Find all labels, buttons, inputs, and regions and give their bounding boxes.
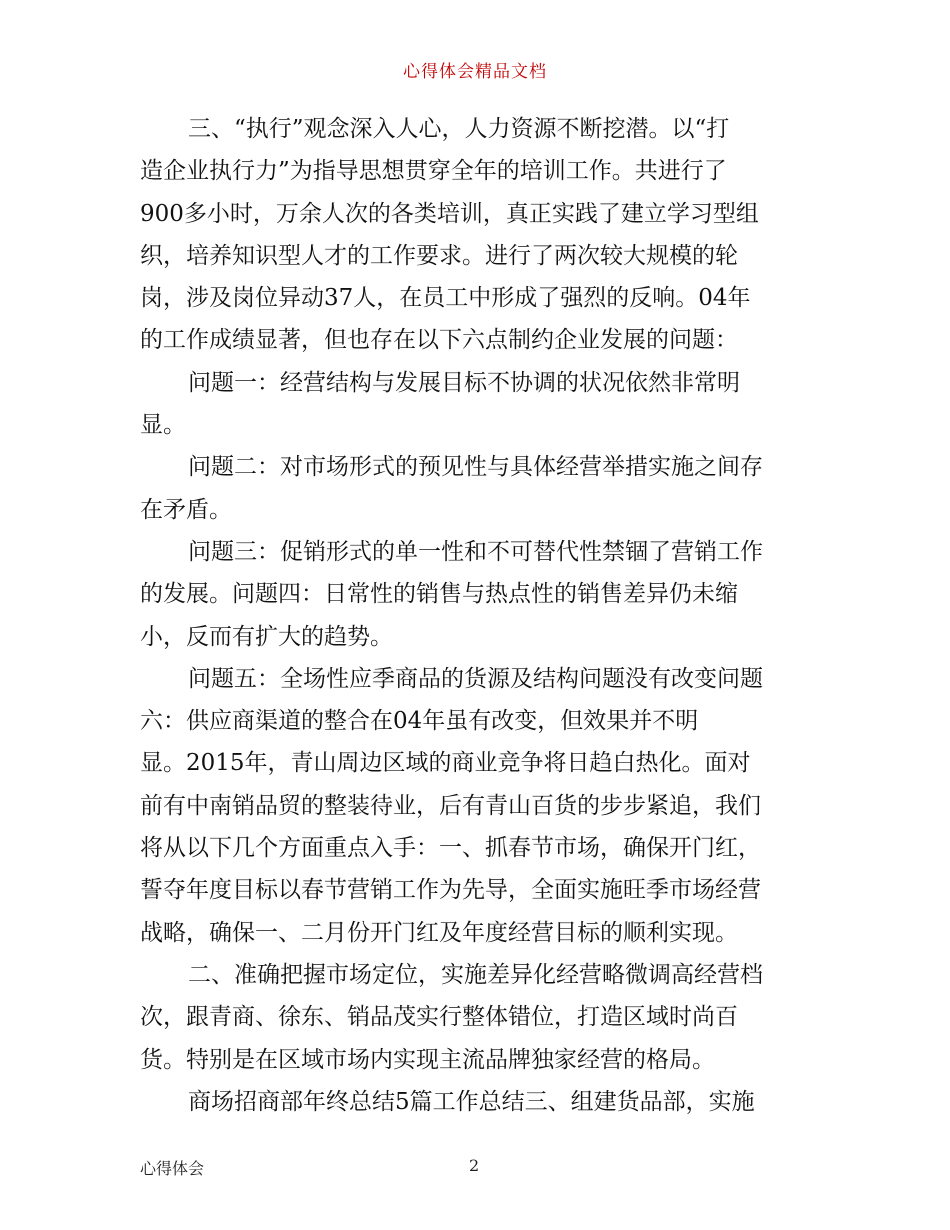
text-line: 战略，确保一、二月份开门红及年度经营目标的顺利实现。 xyxy=(140,919,738,946)
text-line: 三、“执行”观念深入人心，人力资源不断挖潜。以“打 xyxy=(188,116,730,142)
text-line: 问题三：促销形式的单一性和不可替代性禁锢了营销工作 xyxy=(188,538,763,565)
text-line: 问题五：全场性应季商品的货源及结构问题没有改变问题 xyxy=(188,665,763,692)
page-number: 2 xyxy=(469,1156,480,1175)
text-line: 900多小时，万余人次的各类培训，真正实践了建立学习型组 xyxy=(140,200,759,227)
text-line: 织，培养知识型人才的工作要求。进行了两次较大规模的轮 xyxy=(140,242,738,269)
text-line: 在矛盾。 xyxy=(140,496,232,523)
text-line: 誓夺年度目标以春节营销工作为先导，全面实施旺季市场经营 xyxy=(140,877,761,904)
text-line: 的工作成绩显著，但也存在以下六点制约企业发展的问题： xyxy=(140,327,738,354)
text-line: 显。2015年，青山周边区域的商业竞争将日趋白热化。面对 xyxy=(140,750,751,777)
text-line: 问题二：对市场形式的预见性与具体经营举措实施之间存 xyxy=(188,454,763,481)
text-line: 小，反而有扩大的趋势。 xyxy=(140,623,393,650)
text-line: 问题一：经营结构与发展目标不协调的状况依然非常明 xyxy=(188,369,740,396)
text-line: 的发展。问题四：日常性的销售与热点性的销售差异仍未缩 xyxy=(140,581,738,608)
text-line: 六：供应商渠道的整合在04年虽有改变，但效果并不明 xyxy=(140,708,699,735)
text-line: 次，跟青商、徐东、销品茂实行整体错位，打造区域时尚百 xyxy=(140,1004,738,1031)
text-line: 货。特别是在区域市场内实现主流品牌独家经营的格局。 xyxy=(140,1046,715,1073)
text-line: 商场招商部年终总结5篇工作总结三、组建货品部，实施 xyxy=(188,1088,755,1115)
text-line: 显。 xyxy=(140,412,186,439)
text-line: 造企业执行力”为指导思想贯穿全年的培训工作。共进行了 xyxy=(140,158,727,185)
document-body xyxy=(140,108,812,1123)
text-line: 将从以下几个方面重点入手：一、抓春节市场，确保开门红， xyxy=(140,835,761,862)
page-footer-label: 心得体会 xyxy=(140,1159,205,1178)
text-line: 二、准确把握市场定位，实施差异化经营略微调高经营档 xyxy=(188,961,763,988)
text-line: 岗，涉及岗位异动37人，在员工中形成了强烈的反响。04年 xyxy=(140,285,751,312)
text-line: 前有中南销品贸的整装待业，后有青山百货的步步紧追，我们 xyxy=(140,792,761,819)
page-header-title: 心得体会精品文档 xyxy=(403,62,547,82)
